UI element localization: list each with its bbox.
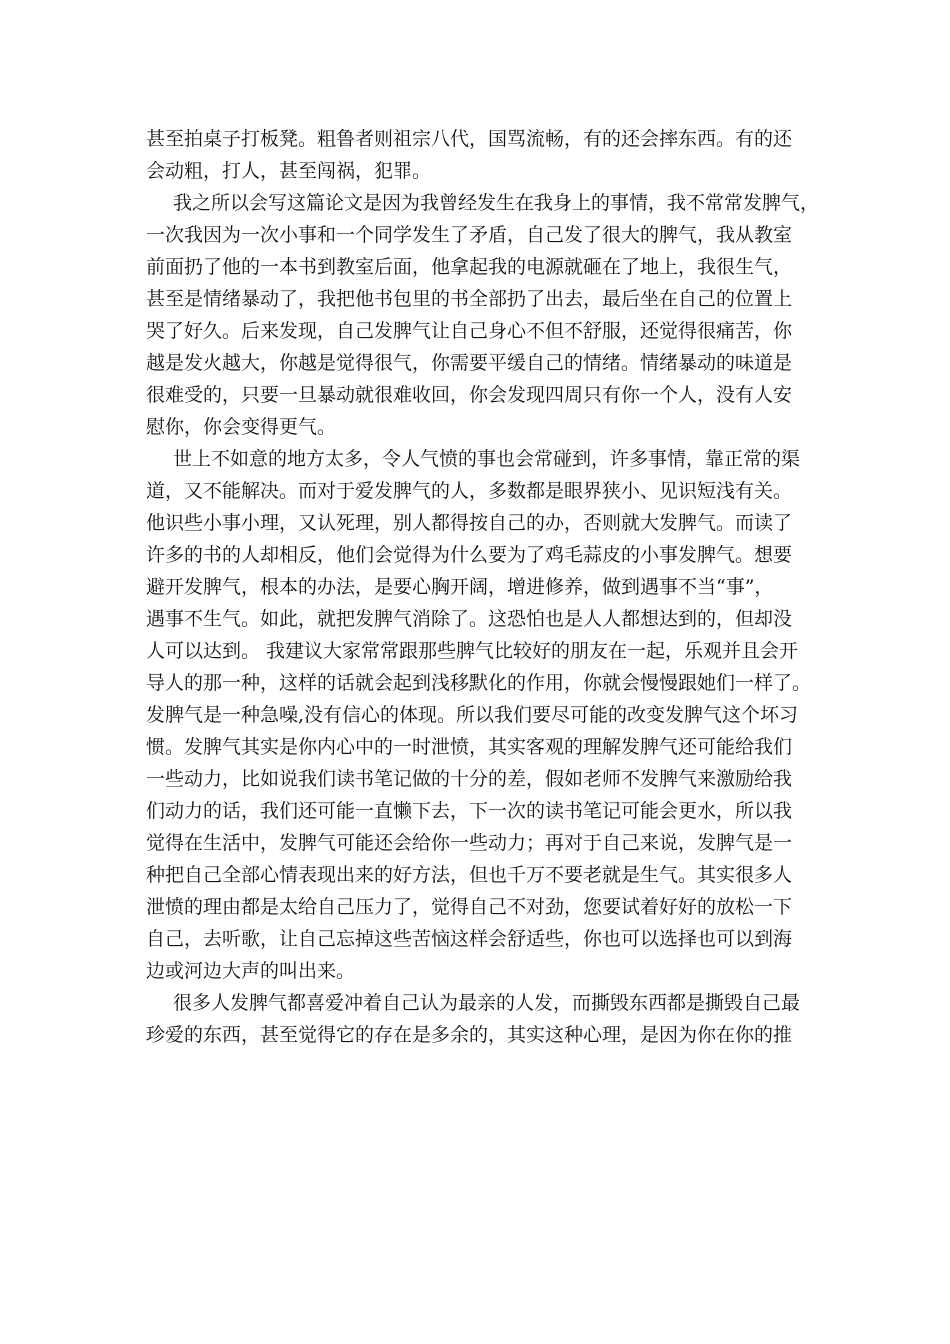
text-line: 许多的书的人却相反，他们会觉得为什么要为了鸡毛蒜皮的小事发脾气。想要 — [146, 544, 793, 566]
text-line: 人可以达到。 我建议大家常常跟那些脾气比较好的朋友在一起，乐观并且会开 — [146, 640, 799, 662]
text-line: 很多人发脾气都喜爱冲着自己认为最亲的人发，而撕毁东西都是撕毁自己最 — [173, 992, 801, 1014]
text-line: 越是发火越大，你越是觉得很气，你需要平缓自己的情绪。情绪暴动的味道是 — [146, 352, 793, 374]
text-line: 惯。发脾气其实是你内心中的一时泄愤，其实客观的理解发脾气还可能给我们 — [146, 736, 793, 758]
text-line: 他识些小事小理，又认死理，别人都得按自己的办，否则就大发脾气。而读了 — [146, 512, 793, 534]
text-line: 导人的那一种，这样的话就会起到浅移默化的作用，你就会慢慢跟她们一样了。 — [146, 672, 812, 694]
text-line: 甚至拍桌子打板凳。粗鲁者则祖宗八代，国骂流畅，有的还会摔东西。有的还 — [146, 128, 793, 150]
text-line: 慰你，你会变得更气。 — [146, 416, 337, 438]
text-line: 我之所以会写这篇论文是因为我曾经发生在我身上的事情，我不常常发脾气， — [173, 192, 820, 214]
text-line: 世上不如意的地方太多，令人气愤的事也会常碰到，许多事情，靠正常的渠 — [173, 448, 801, 470]
text-line: 珍爱的东西，甚至觉得它的存在是多余的，其实这种心理，是因为你在你的推 — [146, 1024, 793, 1046]
text-line: 哭了好久。后来发现，自己发脾气让自己身心不但不舒服，还觉得很痛苦，你 — [146, 320, 793, 342]
text-line: 一次我因为一次小事和一个同学发生了矛盾，自己发了很大的脾气，我从教室 — [146, 224, 793, 246]
text-line: 一些动力，比如说我们读书笔记做的十分的差，假如老师不发脾气来激励给我 — [146, 768, 793, 790]
text-line: 很难受的，只要一旦暴动就很难收回，你会发现四周只有你一个人，没有人安 — [146, 384, 793, 406]
text-line: 避开发脾气，根本的办法，是要心胸开阔，增进修养，做到遇事不当“事”， — [146, 576, 774, 598]
text-line: 道，又不能解决。而对于爱发脾气的人，多数都是眼界狭小、见识短浅有关。 — [146, 480, 793, 502]
text-line: 自己，去听歌，让自己忘掉这些苦恼这样会舒适些，你也可以选择也可以到海 — [146, 928, 793, 950]
text-line: 会动粗，打人，甚至闯祸，犯罪。 — [146, 160, 432, 182]
text-line: 边或河边大声的叫出来。 — [146, 960, 356, 982]
text-line: 甚至是情绪暴动了，我把他书包里的书全部扔了出去，最后坐在自己的位置上 — [146, 288, 793, 310]
body-text — [146, 123, 820, 1051]
text-line: 觉得在生活中，发脾气可能还会给你一些动力；再对于自己来说，发脾气是一 — [146, 832, 793, 854]
text-line: 前面扔了他的一本书到教室后面，他拿起我的电源就砸在了地上，我很生气， — [146, 256, 793, 278]
text-line: 种把自己全部心情表现出来的好方法，但也千万不要老就是生气。其实很多人 — [146, 864, 793, 886]
text-line: 泄愤的理由都是太给自己压力了，觉得自己不对劲，您要试着好好的放松一下 — [146, 896, 793, 918]
text-line: 们动力的话，我们还可能一直懒下去，下一次的读书笔记可能会更水，所以我 — [146, 800, 793, 822]
text-line: 发脾气是一种急噪,没有信心的体现。所以我们要尽可能的改变发脾气这个坏习 — [146, 704, 799, 726]
text-line: 遇事不生气。如此，就把发脾气消除了。这恐怕也是人人都想达到的，但却没 — [146, 608, 793, 630]
